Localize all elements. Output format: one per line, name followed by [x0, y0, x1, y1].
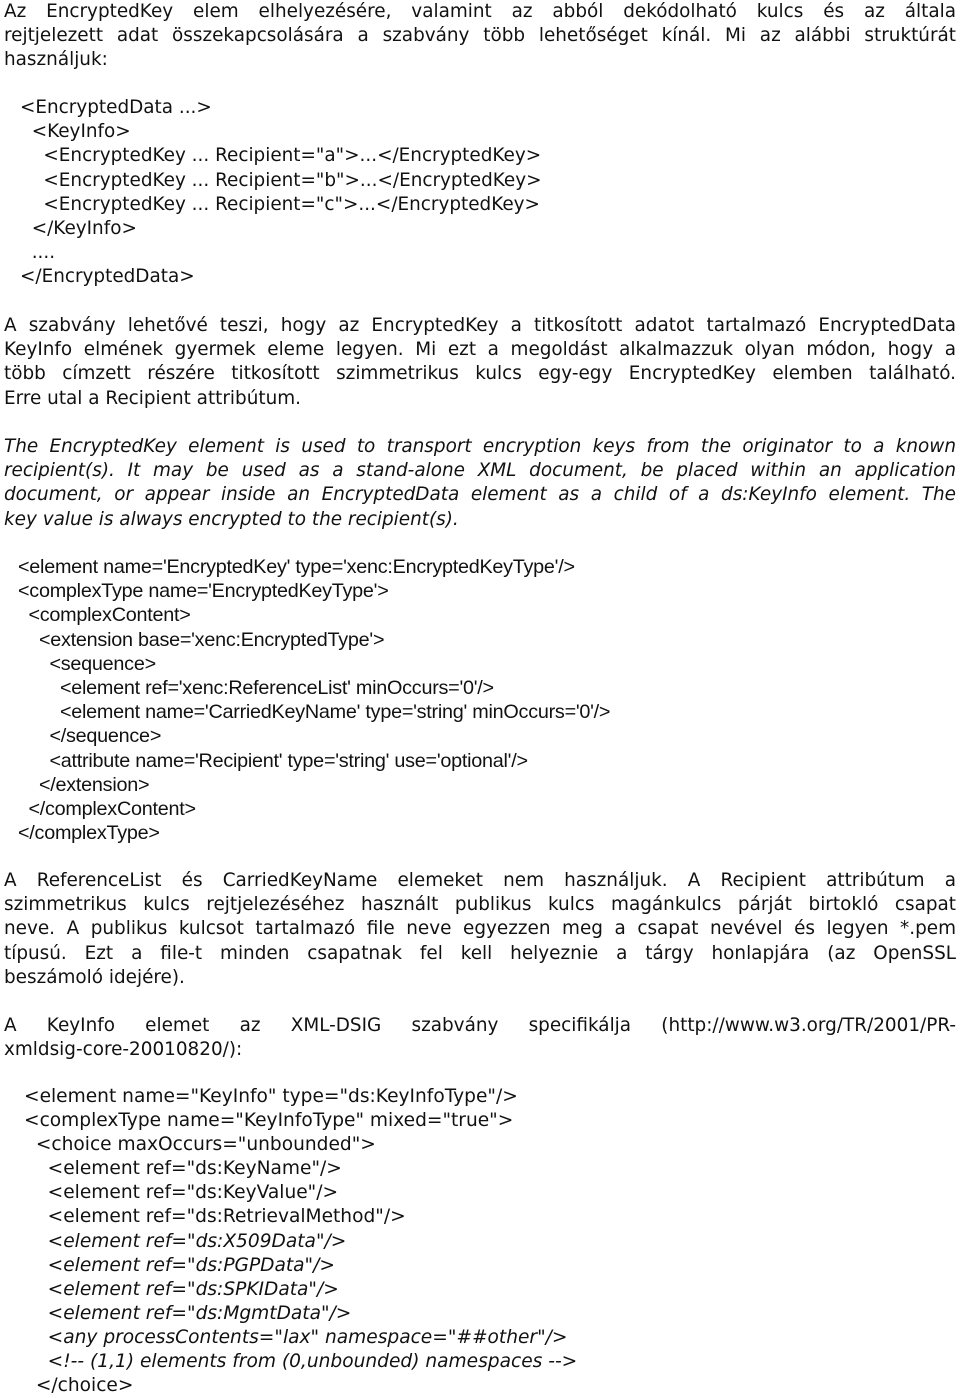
text-line: több címzett részére titkosított szimmetrikus kulcs egy-egy EncryptedKey elemben található. — [4, 363, 956, 385]
keyinfo-paragraph — [4, 1014, 956, 1062]
code-line: <EncryptedKey ... Recipient="c">...</EncryptedKey> — [20, 193, 540, 215]
code-line: <element ref="ds:PGPData"/> — [24, 1254, 335, 1276]
text-line: Erre utal a Recipient attribútum. — [4, 387, 301, 409]
text-line: A szabvány lehetővé teszi, hogy az EncryptedKey a titkosított adatot tartalmazó EncryptedData — [4, 315, 956, 336]
english-spec-paragraph — [4, 435, 956, 532]
text-line: neve. A publikus kulcsot tartalmazó file neve egyezzen meg a csapat nevével és legyen *.pem — [4, 918, 956, 940]
code-line: <element name="KeyInfo" type="ds:KeyInfoType"/> — [24, 1086, 518, 1107]
code-line: <complexType name='EncryptedKeyType'> — [18, 580, 389, 603]
text-line: Az EncryptedKey elem elhelyezésére, valamint az abból dekódolható kulcs és az általa — [4, 1, 956, 22]
code-line: </EncryptedData> — [20, 266, 195, 288]
text-line: rejtjelezett adat összekapcsolására a szabvány több lehetőséget kínál. Mi az alábbi struktúrát — [4, 25, 956, 47]
hungarian-paragraph — [4, 314, 956, 411]
code-line: <element ref="ds:SPKIData"/> — [24, 1278, 339, 1300]
text-line: A ReferenceList és CarriedKeyName elemeket nem használjuk. A Recipient attribútum a — [4, 870, 956, 891]
intro-paragraph — [4, 0, 956, 73]
text-line: document, or appear inside an EncryptedData element as a child of a ds:KeyInfo element. The — [4, 484, 956, 506]
code-line: </extension> — [18, 773, 150, 796]
text-line: The EncryptedKey element is used to transport encryption keys from the originator to a known — [4, 436, 956, 457]
code-line: <element name='CarriedKeyName' type='string' minOccurs='0'/> — [18, 701, 611, 724]
code-line: </complexType> — [18, 822, 160, 845]
text-line: típusú. Ezt a file-t minden csapatnak fel kell helyeznie a tárgy honlapjára (az OpenSSL — [4, 942, 956, 964]
code-line: <EncryptedData ...> — [20, 97, 212, 118]
code-line: .... — [20, 242, 56, 264]
code-line: <KeyInfo> — [20, 121, 131, 143]
code-line: <choice maxOccurs="unbounded"> — [24, 1134, 376, 1156]
code-line: <element ref='xenc:ReferenceList' minOccurs='0'/> — [18, 677, 494, 700]
code-line: <element name='EncryptedKey' type='xenc:EncryptedKeyType'/> — [18, 556, 575, 578]
code-line: <element ref="ds:KeyName"/> — [24, 1158, 342, 1180]
code-line: <sequence> — [18, 652, 156, 675]
text-line: xmldsig-core-20010820/): — [4, 1039, 243, 1061]
code-line: </complexContent> — [18, 798, 196, 821]
code-line: <element ref="ds:RetrievalMethod"/> — [24, 1206, 406, 1228]
keyinfo-schema-code-block — [24, 1085, 960, 1398]
code-line: <!-- (1,1) elements from (0,unbounded) namespaces --> — [24, 1351, 578, 1373]
code-line: <element ref="ds:KeyValue"/> — [24, 1182, 339, 1204]
code-line: </choice> — [24, 1375, 134, 1397]
structure-code-block — [20, 96, 960, 290]
text-line: szimmetrikus kulcs rejtjelezéséhez használt publikus kulcs magánkulcs párját birtokló csapat — [4, 894, 956, 916]
text-line: beszámoló idejére). — [4, 966, 185, 988]
text-line: KeyInfo elmének gyermek eleme legyen. Mi ezt a megoldást alkalmazzuk olyan módon, hogy a — [4, 339, 956, 361]
code-line: <extension base='xenc:EncryptedType'> — [18, 628, 385, 651]
code-line: <complexType name="KeyInfoType" mixed="true"> — [24, 1110, 514, 1132]
text-line: key value is always encrypted to the recipient(s). — [4, 508, 459, 530]
text-line: recipient(s). It may be used as a stand-alone XML document, be placed within an application — [4, 460, 956, 482]
code-line: <any processContents="lax" namespace="##other"/> — [24, 1326, 568, 1348]
text-line: használjuk: — [4, 49, 108, 71]
text-line: A KeyInfo elemet az XML-DSIG szabvány specifikálja (http://www.w3.org/TR/2001/PR- — [4, 1015, 956, 1036]
code-line: <complexContent> — [18, 604, 191, 627]
code-line: <EncryptedKey ... Recipient="b">...</EncryptedKey> — [20, 169, 542, 191]
code-line: <element ref="ds:MgmtData"/> — [24, 1302, 352, 1324]
code-line: </KeyInfo> — [20, 218, 137, 240]
referencelist-paragraph — [4, 869, 956, 990]
code-line: <EncryptedKey ... Recipient="a">...</EncryptedKey> — [20, 145, 542, 167]
code-line: <element ref="ds:X509Data"/> — [24, 1230, 347, 1252]
code-line: <attribute name='Recipient' type='string' use='optional'/> — [18, 749, 528, 772]
encryptedkey-schema-code-block — [18, 555, 960, 845]
code-line: </sequence> — [18, 725, 162, 748]
